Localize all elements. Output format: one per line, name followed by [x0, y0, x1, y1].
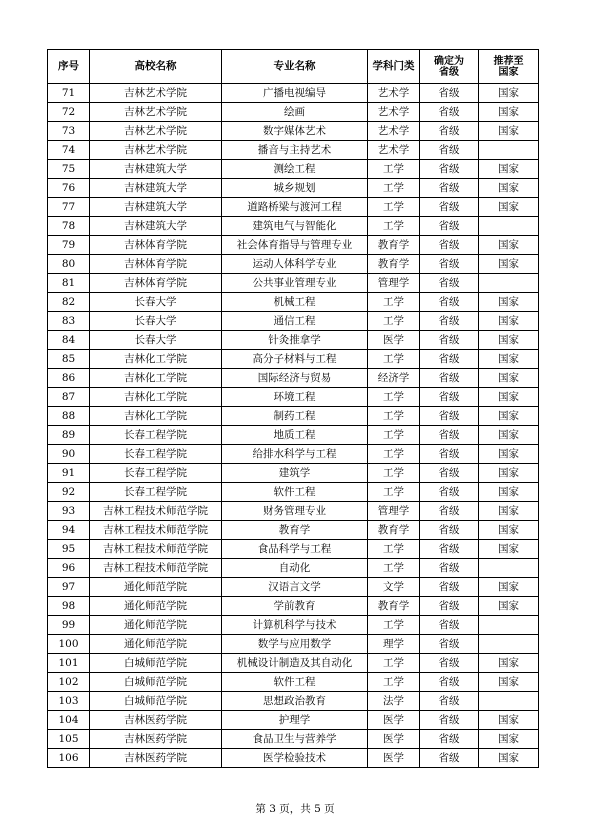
row-no: 85	[48, 350, 90, 369]
row-category: 工学	[368, 464, 420, 483]
table-row	[48, 179, 539, 198]
row-category: 医学	[368, 749, 420, 768]
header-no: 序号	[48, 50, 90, 84]
row-category: 工学	[368, 179, 420, 198]
table-row	[48, 445, 539, 464]
row-provincial: 省级	[420, 730, 479, 749]
table-row	[48, 388, 539, 407]
row-national: 国家	[479, 730, 539, 749]
row-national: 国家	[479, 350, 539, 369]
row-major: 通信工程	[222, 312, 368, 331]
row-national: 国家	[479, 236, 539, 255]
row-category: 艺术学	[368, 84, 420, 103]
row-provincial: 省级	[420, 160, 479, 179]
row-major: 软件工程	[222, 673, 368, 692]
row-provincial: 省级	[420, 141, 479, 160]
header-provincial-line1: 确定为	[434, 55, 464, 67]
row-national: 国家	[479, 502, 539, 521]
row-school: 吉林体育学院	[90, 255, 222, 274]
row-major: 计算机科学与技术	[222, 616, 368, 635]
row-national: 国家	[479, 673, 539, 692]
row-national: 国家	[479, 654, 539, 673]
table-row	[48, 312, 539, 331]
table-row	[48, 407, 539, 426]
row-provincial: 省级	[420, 122, 479, 141]
row-no: 89	[48, 426, 90, 445]
row-school: 白城师范学院	[90, 692, 222, 711]
row-school: 通化师范学院	[90, 578, 222, 597]
row-provincial: 省级	[420, 236, 479, 255]
table-row	[48, 160, 539, 179]
row-category: 工学	[368, 654, 420, 673]
table-row	[48, 274, 539, 293]
row-provincial: 省级	[420, 711, 479, 730]
row-provincial: 省级	[420, 369, 479, 388]
table-row	[48, 103, 539, 122]
row-provincial: 省级	[420, 407, 479, 426]
row-school: 吉林艺术学院	[90, 141, 222, 160]
row-no: 106	[48, 749, 90, 768]
row-national: 国家	[479, 312, 539, 331]
row-national: 国家	[479, 464, 539, 483]
row-school: 吉林医药学院	[90, 711, 222, 730]
row-national: 国家	[479, 597, 539, 616]
row-no: 105	[48, 730, 90, 749]
row-major: 制药工程	[222, 407, 368, 426]
page-footer: 第 3 页，共 5 页	[255, 803, 335, 815]
row-major: 国际经济与贸易	[222, 369, 368, 388]
row-school: 长春大学	[90, 293, 222, 312]
row-provincial: 省级	[420, 673, 479, 692]
row-provincial: 省级	[420, 559, 479, 578]
row-category: 经济学	[368, 369, 420, 388]
table-row	[48, 198, 539, 217]
row-school: 吉林建筑大学	[90, 217, 222, 236]
table-row	[48, 559, 539, 578]
table-row	[48, 426, 539, 445]
table-body	[48, 84, 539, 768]
row-no: 75	[48, 160, 90, 179]
row-national	[479, 217, 539, 236]
table-row	[48, 236, 539, 255]
row-major: 汉语言文学	[222, 578, 368, 597]
header-national-line2: 国家	[498, 66, 519, 78]
header-category: 学科门类	[368, 50, 420, 84]
row-no: 103	[48, 692, 90, 711]
row-no: 80	[48, 255, 90, 274]
row-no: 93	[48, 502, 90, 521]
row-major: 绘画	[222, 103, 368, 122]
header-provincial	[420, 50, 479, 84]
row-national	[479, 274, 539, 293]
row-national: 国家	[479, 483, 539, 502]
row-category: 工学	[368, 160, 420, 179]
row-category: 艺术学	[368, 141, 420, 160]
row-national: 国家	[479, 122, 539, 141]
row-national: 国家	[479, 369, 539, 388]
row-school: 长春工程学院	[90, 445, 222, 464]
row-major: 数字媒体艺术	[222, 122, 368, 141]
row-provincial: 省级	[420, 692, 479, 711]
row-category: 工学	[368, 540, 420, 559]
row-school: 吉林建筑大学	[90, 160, 222, 179]
row-major: 护理学	[222, 711, 368, 730]
row-national: 国家	[479, 84, 539, 103]
row-no: 79	[48, 236, 90, 255]
row-major: 针灸推拿学	[222, 331, 368, 350]
row-national: 国家	[479, 388, 539, 407]
row-provincial: 省级	[420, 445, 479, 464]
row-provincial: 省级	[420, 749, 479, 768]
row-provincial: 省级	[420, 103, 479, 122]
row-national: 国家	[479, 711, 539, 730]
row-no: 99	[48, 616, 90, 635]
row-school: 吉林体育学院	[90, 274, 222, 293]
row-no: 97	[48, 578, 90, 597]
row-national: 国家	[479, 426, 539, 445]
row-no: 77	[48, 198, 90, 217]
row-school: 吉林工程技术师范学院	[90, 502, 222, 521]
row-school: 白城师范学院	[90, 673, 222, 692]
row-category: 理学	[368, 635, 420, 654]
row-no: 81	[48, 274, 90, 293]
row-category: 文学	[368, 578, 420, 597]
row-no: 82	[48, 293, 90, 312]
row-major: 机械设计制造及其自动化	[222, 654, 368, 673]
table-row	[48, 711, 539, 730]
row-school: 长春工程学院	[90, 426, 222, 445]
row-category: 医学	[368, 331, 420, 350]
row-major: 建筑学	[222, 464, 368, 483]
row-provincial: 省级	[420, 616, 479, 635]
row-provincial: 省级	[420, 331, 479, 350]
row-no: 71	[48, 84, 90, 103]
table-row	[48, 502, 539, 521]
row-category: 教育学	[368, 597, 420, 616]
row-no: 94	[48, 521, 90, 540]
row-category: 工学	[368, 616, 420, 635]
row-major: 社会体育指导与管理专业	[222, 236, 368, 255]
row-major: 自动化	[222, 559, 368, 578]
row-school: 吉林艺术学院	[90, 103, 222, 122]
row-national: 国家	[479, 540, 539, 559]
row-no: 92	[48, 483, 90, 502]
row-school: 吉林建筑大学	[90, 198, 222, 217]
row-provincial: 省级	[420, 312, 479, 331]
row-school: 通化师范学院	[90, 616, 222, 635]
row-category: 法学	[368, 692, 420, 711]
table-row	[48, 730, 539, 749]
row-major: 环境工程	[222, 388, 368, 407]
table-row	[48, 464, 539, 483]
row-major: 建筑电气与智能化	[222, 217, 368, 236]
row-no: 73	[48, 122, 90, 141]
row-provincial: 省级	[420, 198, 479, 217]
row-provincial: 省级	[420, 464, 479, 483]
table-row	[48, 217, 539, 236]
table-row	[48, 141, 539, 160]
row-no: 96	[48, 559, 90, 578]
row-category: 工学	[368, 293, 420, 312]
table-row	[48, 616, 539, 635]
row-major: 教育学	[222, 521, 368, 540]
row-major: 道路桥梁与渡河工程	[222, 198, 368, 217]
table-row	[48, 350, 539, 369]
row-no: 78	[48, 217, 90, 236]
row-national: 国家	[479, 749, 539, 768]
row-national: 国家	[479, 198, 539, 217]
table-row	[48, 692, 539, 711]
row-no: 87	[48, 388, 90, 407]
row-category: 艺术学	[368, 103, 420, 122]
row-category: 工学	[368, 559, 420, 578]
row-provincial: 省级	[420, 540, 479, 559]
row-category: 教育学	[368, 521, 420, 540]
row-school: 吉林医药学院	[90, 730, 222, 749]
table-row	[48, 540, 539, 559]
table-row	[48, 331, 539, 350]
row-category: 工学	[368, 312, 420, 331]
row-major: 城乡规划	[222, 179, 368, 198]
row-no: 88	[48, 407, 90, 426]
row-category: 工学	[368, 217, 420, 236]
header-school: 高校名称	[90, 50, 222, 84]
row-provincial: 省级	[420, 255, 479, 274]
table-row	[48, 483, 539, 502]
row-no: 84	[48, 331, 90, 350]
row-category: 管理学	[368, 502, 420, 521]
row-major: 思想政治教育	[222, 692, 368, 711]
row-category: 工学	[368, 388, 420, 407]
row-national: 国家	[479, 293, 539, 312]
row-national: 国家	[479, 331, 539, 350]
row-no: 86	[48, 369, 90, 388]
row-no: 72	[48, 103, 90, 122]
row-school: 通化师范学院	[90, 635, 222, 654]
row-provincial: 省级	[420, 350, 479, 369]
row-major: 医学检验技术	[222, 749, 368, 768]
row-national: 国家	[479, 103, 539, 122]
row-category: 医学	[368, 711, 420, 730]
row-major: 给排水科学与工程	[222, 445, 368, 464]
row-major: 财务管理专业	[222, 502, 368, 521]
row-provincial: 省级	[420, 388, 479, 407]
row-provincial: 省级	[420, 597, 479, 616]
row-school: 吉林化工学院	[90, 350, 222, 369]
row-national	[479, 635, 539, 654]
row-school: 吉林工程技术师范学院	[90, 540, 222, 559]
row-national	[479, 141, 539, 160]
row-category: 管理学	[368, 274, 420, 293]
row-provincial: 省级	[420, 578, 479, 597]
row-school: 吉林艺术学院	[90, 84, 222, 103]
row-category: 教育学	[368, 236, 420, 255]
row-no: 74	[48, 141, 90, 160]
row-provincial: 省级	[420, 179, 479, 198]
row-national: 国家	[479, 407, 539, 426]
row-category: 教育学	[368, 255, 420, 274]
row-school: 白城师范学院	[90, 654, 222, 673]
header-provincial-line2: 省级	[439, 66, 459, 78]
row-school: 长春大学	[90, 331, 222, 350]
row-school: 吉林医药学院	[90, 749, 222, 768]
row-category: 工学	[368, 350, 420, 369]
row-national: 国家	[479, 179, 539, 198]
row-national	[479, 692, 539, 711]
row-provincial: 省级	[420, 502, 479, 521]
row-major: 食品科学与工程	[222, 540, 368, 559]
row-major: 食品卫生与营养学	[222, 730, 368, 749]
row-school: 吉林工程技术师范学院	[90, 521, 222, 540]
row-provincial: 省级	[420, 521, 479, 540]
header-national-line1: 推荐至	[493, 55, 524, 67]
header-major: 专业名称	[222, 50, 368, 84]
row-major: 软件工程	[222, 483, 368, 502]
row-provincial: 省级	[420, 654, 479, 673]
row-school: 吉林工程技术师范学院	[90, 559, 222, 578]
row-category: 工学	[368, 198, 420, 217]
row-no: 98	[48, 597, 90, 616]
row-school: 吉林化工学院	[90, 407, 222, 426]
row-category: 工学	[368, 483, 420, 502]
row-major: 高分子材料与工程	[222, 350, 368, 369]
row-no: 100	[48, 635, 90, 654]
row-major: 运动人体科学专业	[222, 255, 368, 274]
table-row	[48, 293, 539, 312]
row-school: 吉林艺术学院	[90, 122, 222, 141]
row-school: 长春大学	[90, 312, 222, 331]
row-provincial: 省级	[420, 426, 479, 445]
row-national	[479, 559, 539, 578]
row-no: 102	[48, 673, 90, 692]
row-major: 机械工程	[222, 293, 368, 312]
row-major: 广播电视编导	[222, 84, 368, 103]
table-row	[48, 635, 539, 654]
row-school: 吉林化工学院	[90, 388, 222, 407]
row-national: 国家	[479, 160, 539, 179]
row-national: 国家	[479, 578, 539, 597]
row-category: 工学	[368, 673, 420, 692]
row-no: 83	[48, 312, 90, 331]
row-no: 91	[48, 464, 90, 483]
row-school: 吉林建筑大学	[90, 179, 222, 198]
row-provincial: 省级	[420, 274, 479, 293]
row-category: 工学	[368, 407, 420, 426]
row-national: 国家	[479, 445, 539, 464]
row-school: 吉林化工学院	[90, 369, 222, 388]
row-no: 90	[48, 445, 90, 464]
row-major: 学前教育	[222, 597, 368, 616]
row-school: 长春工程学院	[90, 464, 222, 483]
table-row	[48, 597, 539, 616]
table-row	[48, 578, 539, 597]
table-row	[48, 84, 539, 103]
row-no: 95	[48, 540, 90, 559]
row-school: 吉林体育学院	[90, 236, 222, 255]
row-major: 地质工程	[222, 426, 368, 445]
majors-table	[47, 49, 539, 768]
row-school: 长春工程学院	[90, 483, 222, 502]
row-major: 数学与应用数学	[222, 635, 368, 654]
row-no: 104	[48, 711, 90, 730]
table-row	[48, 673, 539, 692]
row-national: 国家	[479, 521, 539, 540]
row-provincial: 省级	[420, 293, 479, 312]
row-category: 医学	[368, 730, 420, 749]
row-national: 国家	[479, 255, 539, 274]
table-row	[48, 369, 539, 388]
row-provincial: 省级	[420, 217, 479, 236]
row-major: 播音与主持艺术	[222, 141, 368, 160]
row-provincial: 省级	[420, 483, 479, 502]
row-category: 艺术学	[368, 122, 420, 141]
row-category: 工学	[368, 426, 420, 445]
row-major: 测绘工程	[222, 160, 368, 179]
table-row	[48, 654, 539, 673]
row-no: 101	[48, 654, 90, 673]
row-school: 通化师范学院	[90, 597, 222, 616]
table-row	[48, 122, 539, 141]
table-row	[48, 255, 539, 274]
row-major: 公共事业管理专业	[222, 274, 368, 293]
row-provincial: 省级	[420, 84, 479, 103]
row-category: 工学	[368, 445, 420, 464]
table-header	[48, 50, 539, 84]
row-national	[479, 616, 539, 635]
row-provincial: 省级	[420, 635, 479, 654]
header-national	[479, 50, 539, 84]
table-row	[48, 749, 539, 768]
table-row	[48, 521, 539, 540]
row-no: 76	[48, 179, 90, 198]
